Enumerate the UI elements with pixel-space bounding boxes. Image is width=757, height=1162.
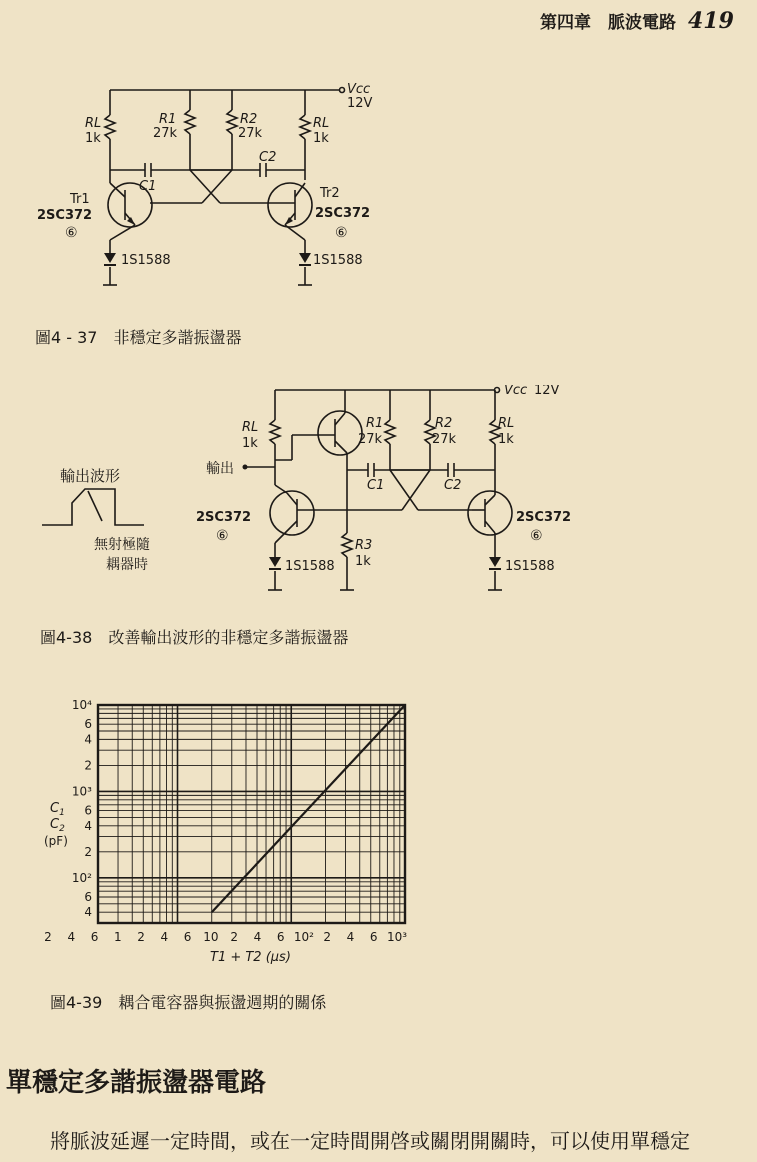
fig38-diode-left: 1S1588 (285, 559, 335, 574)
y-tick-label: 6 (84, 803, 92, 818)
page-number: 419 (688, 8, 734, 34)
y-tick-label: 2 (84, 758, 92, 773)
fig38-rl-left: RL (242, 420, 259, 435)
fig37-caption: 圖4 - 37 非穩定多諧振盪器 (35, 328, 242, 347)
fig38-output-label: 輸出 (206, 461, 234, 477)
x-tick-label: 4 (67, 930, 76, 944)
x-tick-label: 4 (253, 930, 262, 944)
fig38-caption: 圖4-38 改善輸出波形的非穩定多諧振盪器 (40, 628, 349, 647)
fig38-r2: R2 (435, 416, 453, 431)
x-tick-label: 2 (230, 930, 238, 944)
y-axis-label-unit: (pF) (44, 834, 68, 848)
fig38-wave-note-2: 耦器時 (106, 557, 148, 573)
y-tick-label: 6 (84, 717, 92, 732)
fig37-c1: C1 (139, 179, 157, 194)
fig37-r1-val: 27k (153, 126, 178, 141)
chapter-title: 第四章 脈波電路 (540, 13, 676, 33)
fig37-r2: R2 (240, 112, 258, 127)
fig37-circuit (35, 75, 395, 305)
x-tick-label: 2 (44, 930, 52, 944)
chart-series (212, 705, 405, 912)
fig37-tr2: Tr2 (320, 186, 340, 201)
y-tick-label: 2 (84, 844, 92, 859)
fig38-r3-val: 1k (355, 554, 371, 569)
y-tick-labels (72, 698, 92, 919)
chart-grid (98, 705, 405, 923)
fig38-r1-val: 27k (358, 432, 383, 447)
fig38-c1: C1 (367, 478, 385, 493)
fig38-tr-right-type: 2SC372 (516, 510, 572, 525)
fig39-chart (30, 695, 430, 970)
x-tick-label: 6 (90, 930, 99, 944)
fig38-tr-left-mark: ⑥ (216, 528, 229, 544)
fig37-tr1: Tr1 (70, 192, 90, 207)
x-tick-label: 2 (323, 930, 332, 944)
chart-frame (98, 705, 405, 923)
fig38-r1: R1 (366, 416, 384, 431)
fig37-r1: R1 (159, 112, 177, 127)
fig37-rl-right-val: 1k (313, 131, 329, 146)
y-tick-label: 4 (84, 732, 92, 747)
x-tick-label: 10 (203, 930, 219, 944)
fig37-vcc-val: 12V (347, 96, 373, 111)
fig38-tr-right-mark: ⑥ (530, 528, 543, 544)
fig38-vcc: Vcc (504, 385, 528, 398)
series-line (212, 705, 405, 912)
y-axis-label-c1: $C_1$ (50, 801, 65, 818)
y-tick-label: 10³ (71, 784, 92, 799)
y-axis-label-c2: $C_2$ (50, 817, 65, 834)
x-tick-label: 10² (293, 930, 314, 944)
section-title: 單穩定多諧振盪器電路 (6, 1068, 267, 1098)
fig38-c2: C2 (444, 478, 462, 493)
y-tick-label: 4 (84, 905, 92, 920)
fig39-caption: 圖4-39 耦合電容器與振盪週期的關係 (50, 993, 327, 1012)
x-tick-label: 6 (183, 930, 192, 944)
fig38-rl-right: RL (498, 416, 515, 431)
fig38-circuit (30, 385, 590, 610)
section-body-text: 將脈波延遲一定時間，或在一定時間開啓或關閉開關時，可以使用單穩定 (50, 1129, 690, 1153)
y-tick-label: 10² (71, 870, 92, 885)
x-tick-label: 6 (369, 930, 378, 944)
x-tick-label: 4 (346, 930, 355, 944)
fig38-wave-title: 輸出波形 (60, 467, 121, 485)
fig37-tr1-mark: ⑥ (65, 225, 78, 241)
fig37-diode-right: 1S1588 (313, 253, 363, 268)
x-tick-label: 10³ (386, 930, 408, 944)
fig38-vcc-val: 12V (534, 385, 560, 398)
fig38-r2-val: 27k (432, 432, 457, 447)
x-tick-label: 6 (276, 930, 285, 944)
fig38-rl-left-val: 1k (242, 436, 258, 451)
x-tick-label: 4 (160, 930, 169, 944)
fig38-rl-right-val: 1k (498, 432, 514, 447)
x-tick-label: 2 (137, 930, 145, 944)
fig37-tr1-type: 2SC372 (37, 208, 93, 223)
fig37-rl-left-val: 1k (85, 131, 101, 146)
y-tick-label: 4 (84, 818, 92, 833)
fig37-rl-right: RL (313, 116, 330, 131)
fig38-wave-note-1: 無射極隨 (94, 537, 150, 553)
fig37-tr2-mark: ⑥ (335, 225, 348, 241)
x-tick-label: 1 (113, 930, 122, 944)
y-tick-label: 10⁴ (71, 698, 92, 712)
y-tick-label: 6 (84, 889, 92, 904)
fig37-tr2-type: 2SC372 (315, 206, 371, 221)
fig37-diode-left: 1S1588 (121, 253, 171, 268)
fig38-tr-left-type: 2SC372 (196, 510, 252, 525)
fig37-rl-left: RL (85, 116, 102, 131)
page-header (540, 8, 734, 34)
fig38-diode-right: 1S1588 (505, 559, 555, 574)
x-axis-label: T1 + T2 (μs) (210, 950, 291, 965)
fig38-r3: R3 (355, 538, 373, 553)
x-tick-labels (44, 930, 407, 944)
fig37-r2-val: 27k (238, 126, 263, 141)
fig37-vcc: Vcc (347, 82, 371, 97)
fig37-c2: C2 (259, 150, 277, 165)
